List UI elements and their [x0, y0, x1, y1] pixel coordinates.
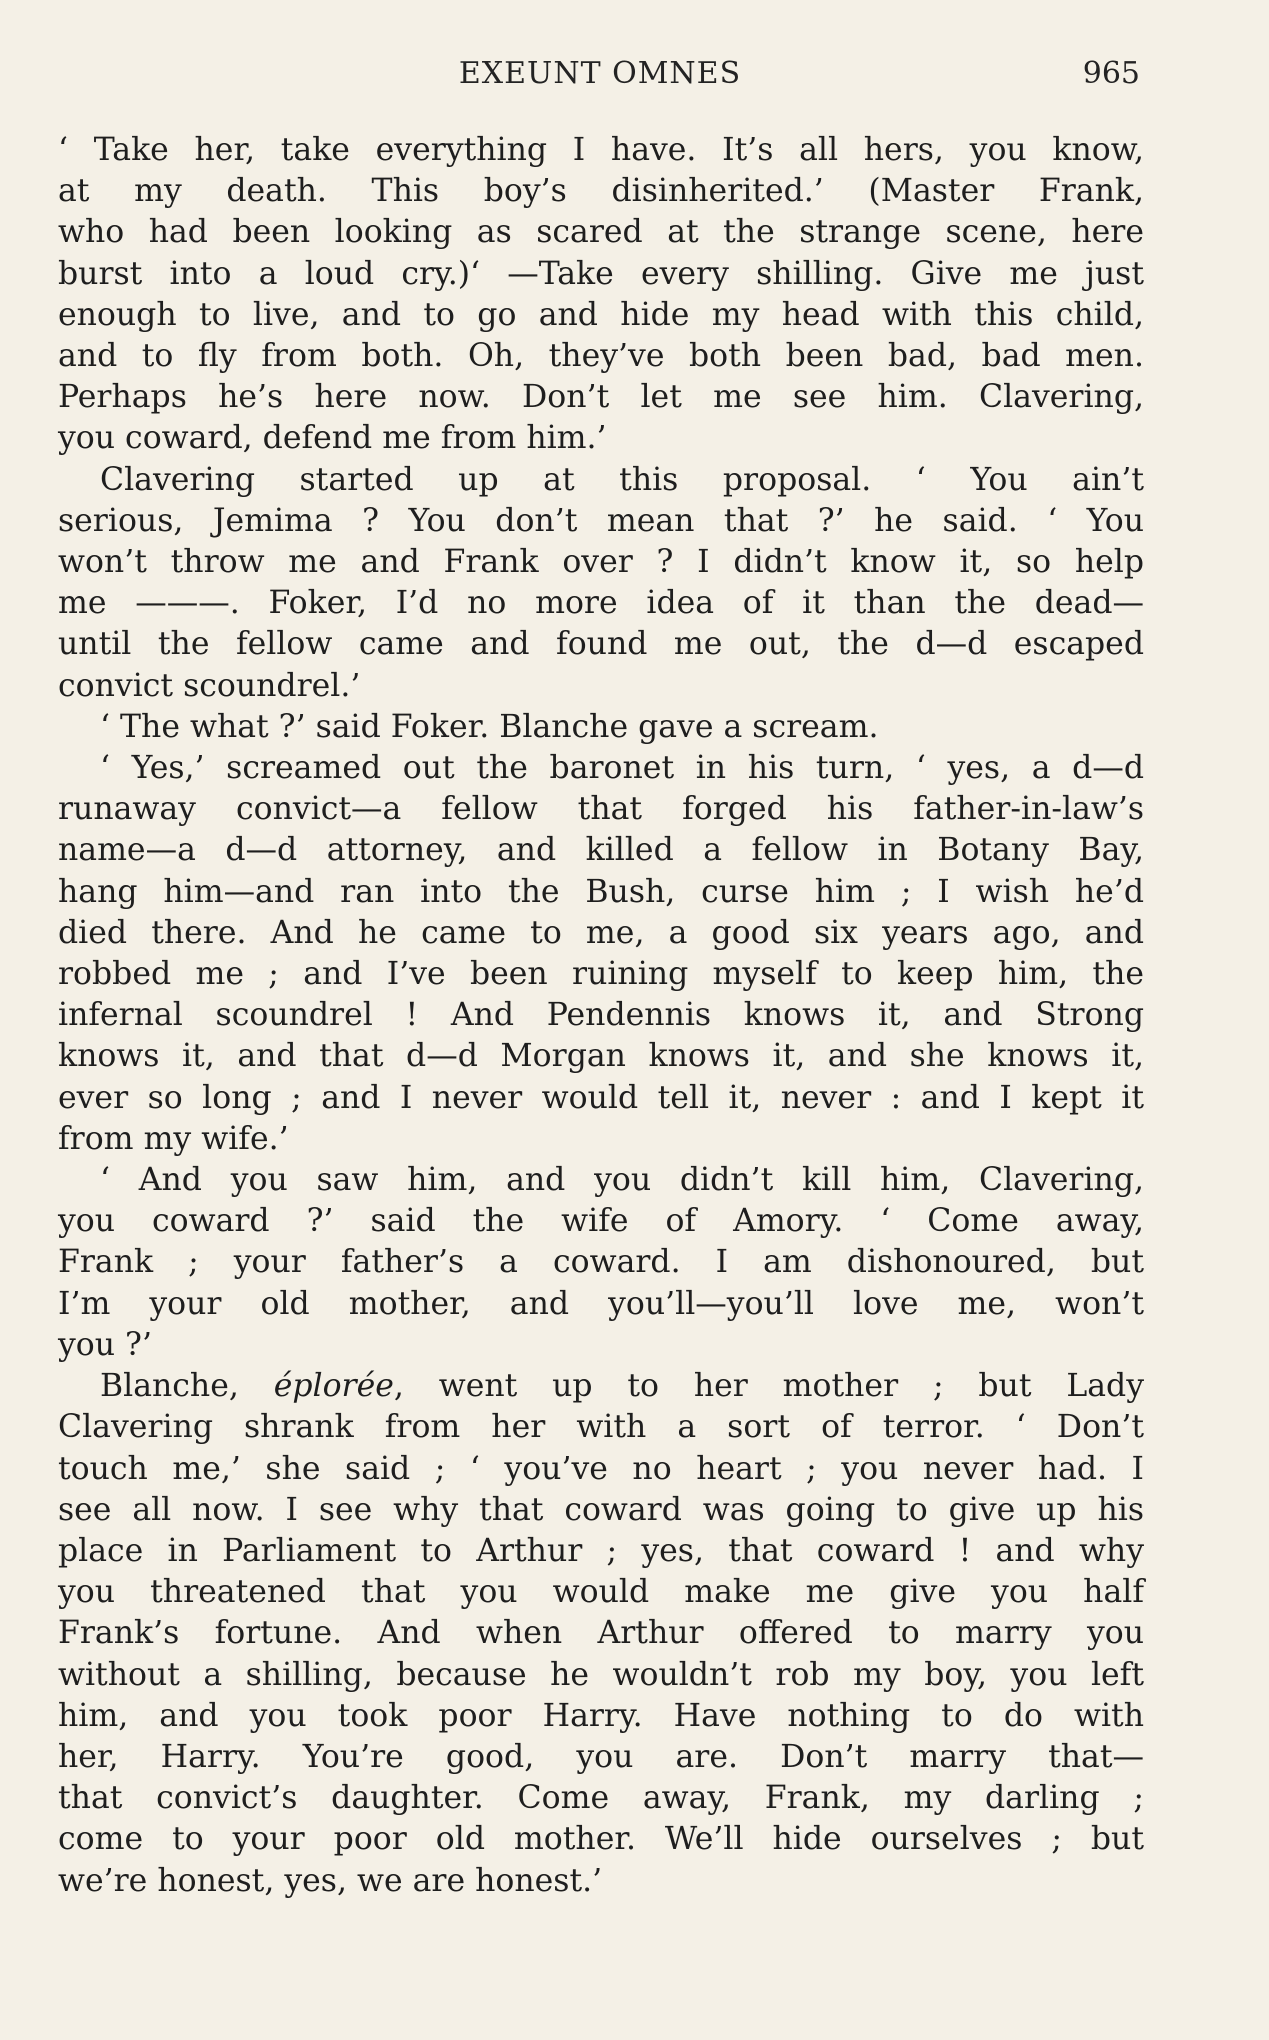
page-header: [60, 56, 1140, 96]
text-line: ‘ Take her, take everything I have. It’s all hers, you know,: [58, 132, 1144, 168]
text-line: infernal scoundrel ! And Pendennis knows it, and Strong: [58, 997, 1144, 1034]
text-line: that convict’s daughter. Come away, Frank, my darling ;: [58, 1780, 1144, 1817]
text-line: him, and you took poor Harry. Have nothing to do with: [58, 1697, 1144, 1734]
text-line: without a shilling, because he wouldn’t rob my boy, you left: [58, 1656, 1144, 1693]
text-line: Perhaps he’s here now. Don’t let me see him. Clavering,: [58, 379, 1144, 416]
text-line: Frank’s fortune. And when Arthur offered to marry you: [58, 1615, 1144, 1652]
text-line: name—a d—d attorney, and killed a fellow in Botany Bay,: [58, 832, 1144, 869]
text-line: we’re honest, yes, we are honest.’: [58, 1862, 603, 1899]
text-line: and to fly from both. Oh, they’ve both been bad, bad men.: [58, 338, 1144, 375]
text-line: until the fellow came and found me out, the d—d escaped: [58, 626, 1144, 663]
text-line: Clavering shrank from her with a sort of terror. ‘ Don’t: [58, 1409, 1144, 1446]
text-line: come to your poor old mother. We’ll hide ourselves ; but: [58, 1821, 1144, 1858]
text-line: place in Parliament to Arthur ; yes, that coward ! and why: [58, 1532, 1144, 1569]
text-line: her, Harry. You’re good, you are. Don’t marry that—: [58, 1738, 1144, 1775]
text-line: serious, Jemima ? You don’t mean that ?’ he said. ‘ You: [58, 502, 1144, 539]
text-line: I’m your old mother, and you’ll—you’ll love me, won’t: [58, 1285, 1144, 1322]
text-line: enough to live, and to go and hide my head with this child,: [58, 296, 1144, 333]
text-line: touch me,’ she said ; ‘ you’ve no heart ; you never had. I: [58, 1450, 1144, 1487]
text-line: at my death. This boy’s disinherited.’ (Master Frank,: [58, 173, 1144, 210]
text-line: convict scoundrel.’: [58, 667, 361, 704]
text-line: you ?’: [58, 1326, 152, 1363]
text-line: Clavering started up at this proposal. ‘ You ain’t: [100, 461, 1144, 498]
text-line: Frank ; your father’s a coward. I am dishonoured, but: [58, 1244, 1144, 1281]
text-line: you coward, defend me from him.’: [58, 420, 607, 457]
text-line: you coward ?’ said the wife of Amory. ‘ Come away,: [58, 1203, 1144, 1240]
running-head: EXEUNT OMNES: [458, 56, 742, 91]
text-line: Blanche, éplorée, went up to her mother ; but Lady: [100, 1368, 1144, 1405]
text-line: knows it, and that d—d Morgan knows it, and she knows it,: [58, 1038, 1144, 1075]
text-line: see all now. I see why that coward was going to give up his: [58, 1491, 1144, 1528]
text-line: hang him—and ran into the Bush, curse him ; I wish he’d: [58, 873, 1144, 910]
text-line: ‘ The what ?’ said Foker. Blanche gave a scream.: [100, 708, 879, 745]
text-line: ‘ Yes,’ screamed out the baronet in his turn, ‘ yes, a d—d: [100, 750, 1144, 787]
text-line: me ———. Foker, I’d no more idea of it than the dead—: [58, 585, 1144, 622]
text-line: from my wife.’: [58, 1120, 289, 1157]
text-line: ever so long ; and I never would tell it, never : and I kept it: [58, 1079, 1144, 1116]
text-line: you threatened that you would make me give you half: [58, 1574, 1144, 1611]
text-line: burst into a loud cry.)‘ —Take every shilling. Give me just: [58, 255, 1144, 292]
text-line: died there. And he came to me, a good six years ago, and: [58, 914, 1144, 951]
text-line: won’t throw me and Frank over ? I didn’t know it, so help: [58, 544, 1144, 581]
italic-word: éplorée: [273, 1368, 394, 1405]
text-line: who had been looking as scared at the strange scene, here: [58, 214, 1144, 251]
text-line: robbed me ; and I’ve been ruining myself to keep him, the: [58, 956, 1144, 993]
text-line: runaway convict—a fellow that forged his father-in-law’s: [58, 791, 1144, 828]
page-number: 965: [1082, 56, 1140, 91]
text-line: ‘ And you saw him, and you didn’t kill him, Clavering,: [100, 1162, 1144, 1199]
body-text: [58, 130, 1144, 1902]
